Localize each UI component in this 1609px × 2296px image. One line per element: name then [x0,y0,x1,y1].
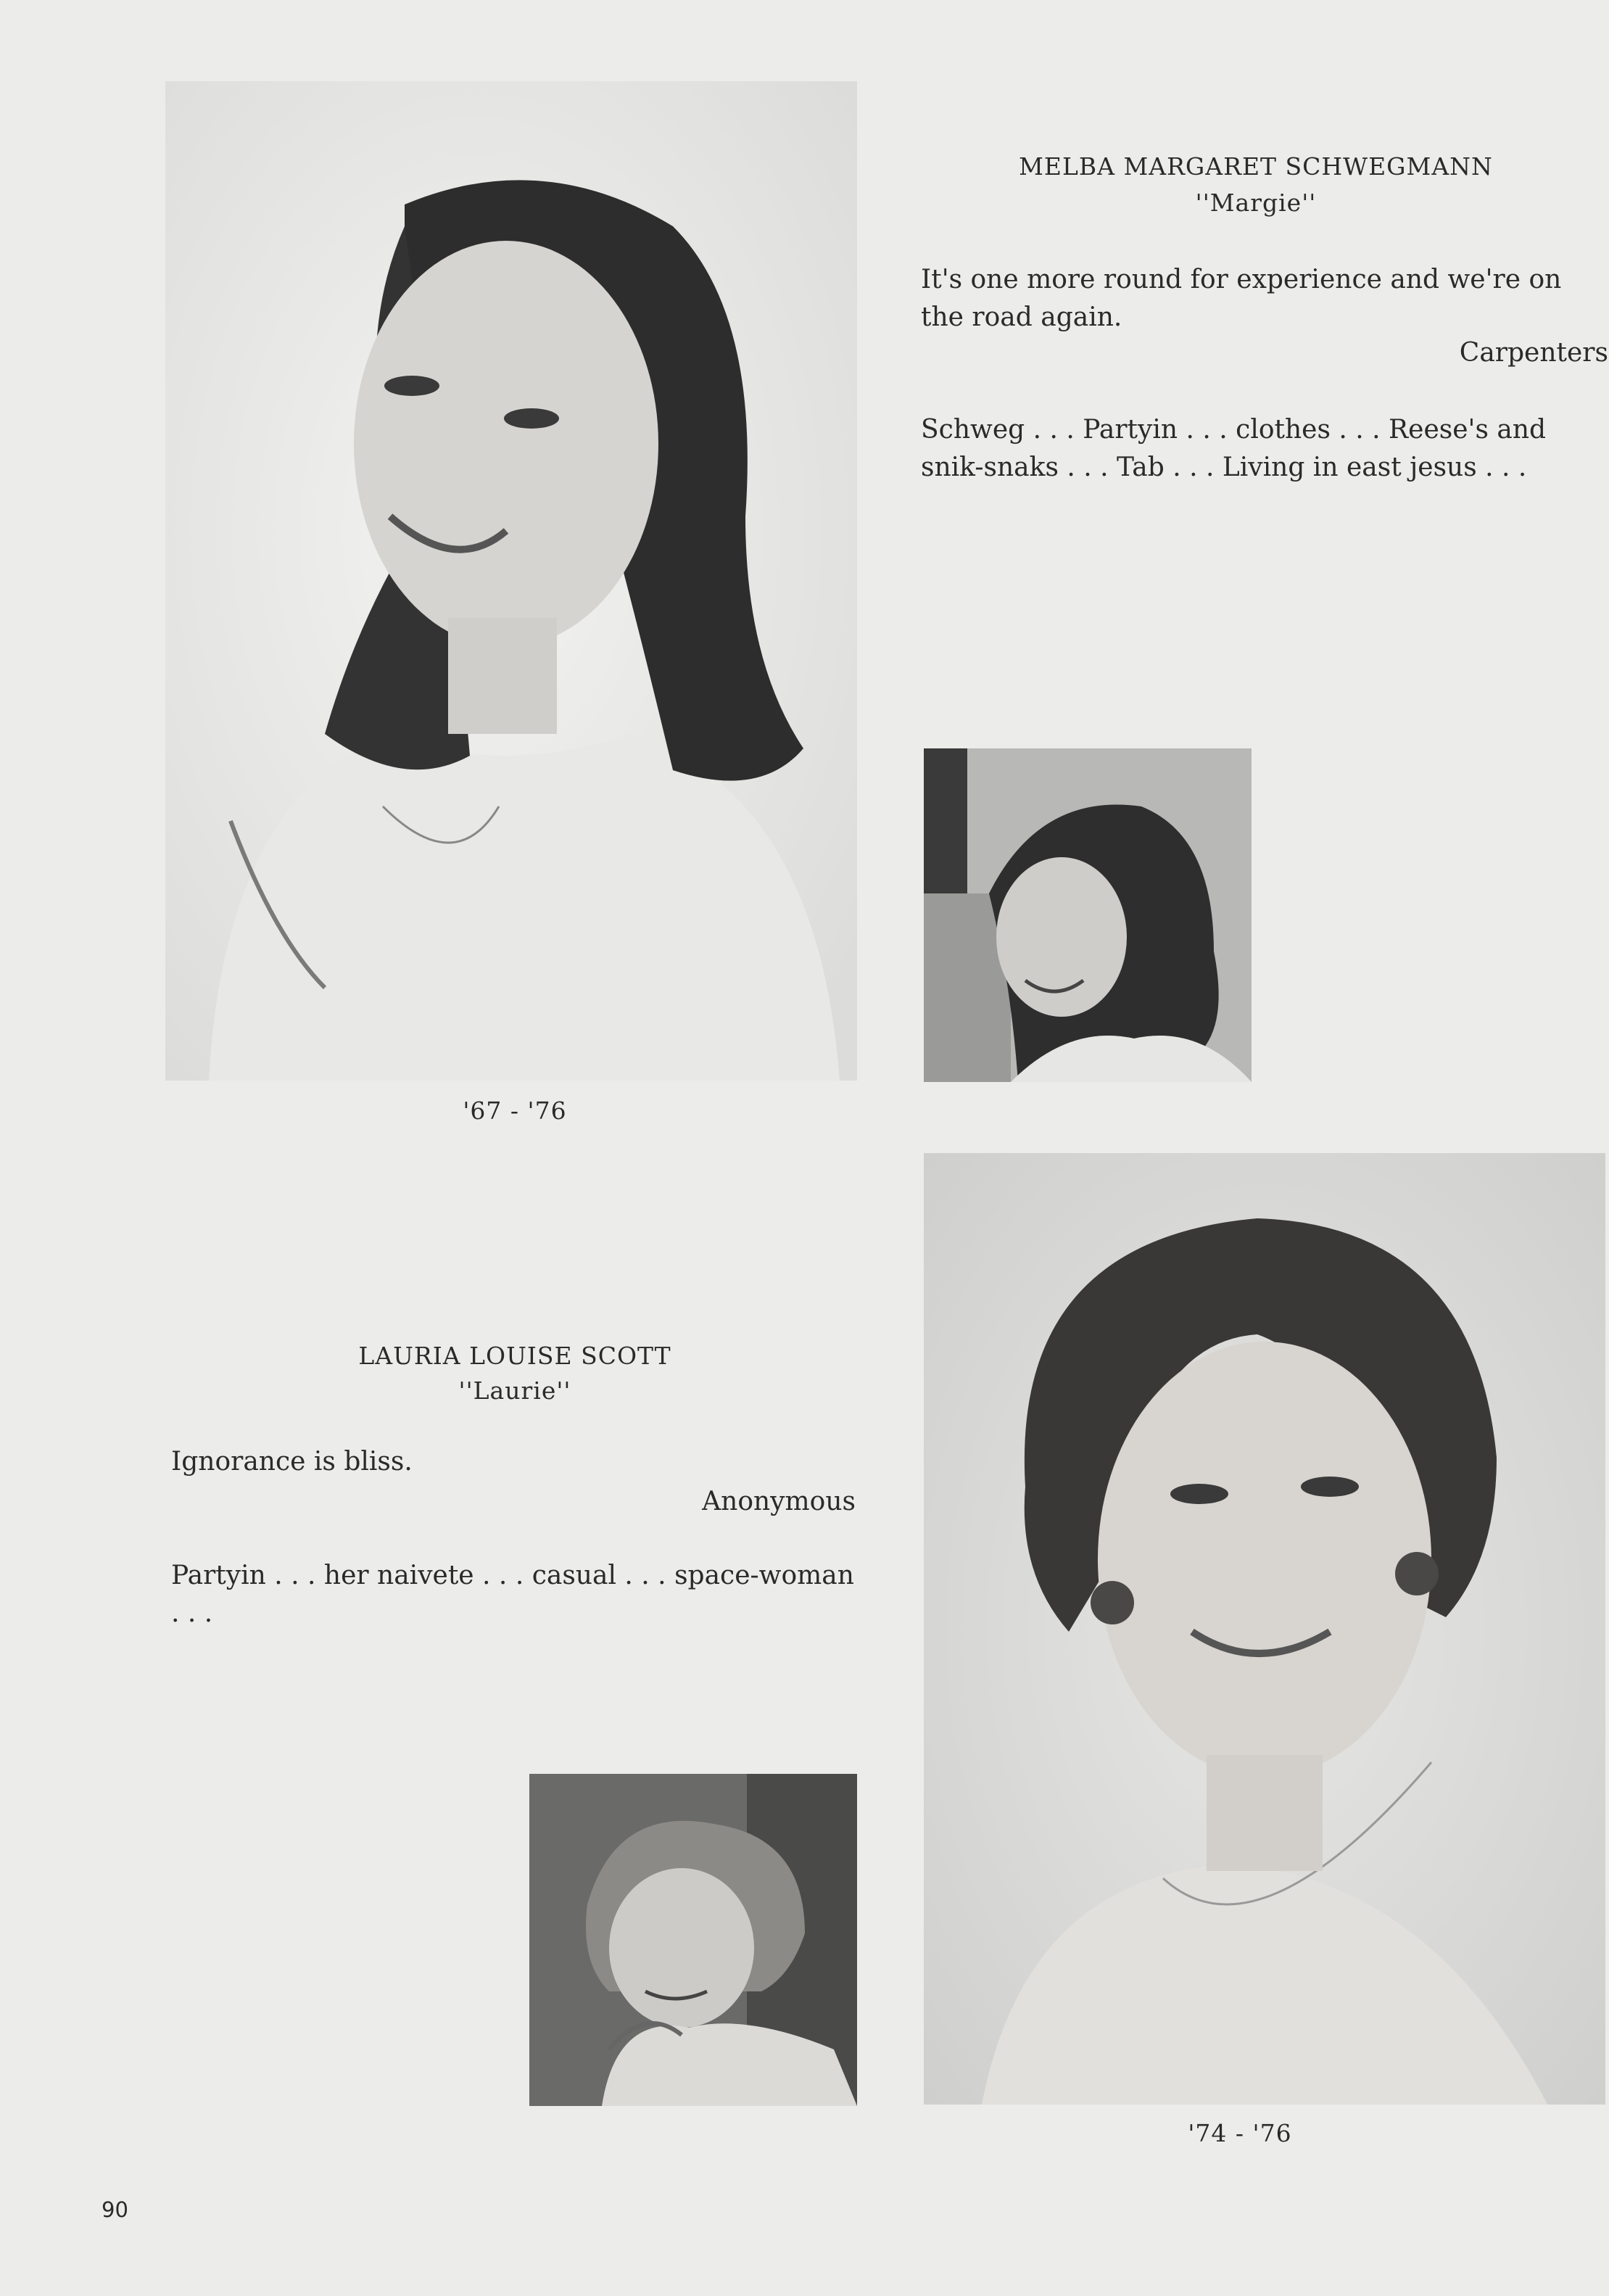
candid-photo-schwegmann [924,748,1252,1082]
student-name: LAURIA LOUISE SCOTT [358,1342,671,1370]
candid-photo-scott [529,1774,857,2106]
page-number: 90 [102,2197,128,2222]
portrait-photo-scott [924,1153,1605,2105]
class-years: '74 - '76 [1188,2119,1292,2147]
senior-quote: Ignorance is bliss. [171,1447,413,1477]
quote-attribution: Carpenters [1459,338,1608,368]
activities-list: Partyin . . . her naivete . . . casual . . . space-woman . . . [171,1561,854,1628]
quote-attribution: Anonymous [702,1487,856,1516]
activities-list: Schweg . . . Partyin . . . clothes . . . Reese's and snik-snaks . . . Tab . . . Living in east jesus . . . [921,415,1547,482]
class-years: '67 - '76 [463,1097,567,1125]
student-name: MELBA MARGARET SCHWEGMANN [1019,152,1493,181]
student-nickname: ''Laurie'' [458,1376,571,1405]
senior-quote: It's one more round for experience and we're on the road again. [921,265,1562,332]
student-nickname: ''Margie'' [1195,189,1317,217]
portrait-photo-schwegmann [165,81,857,1081]
